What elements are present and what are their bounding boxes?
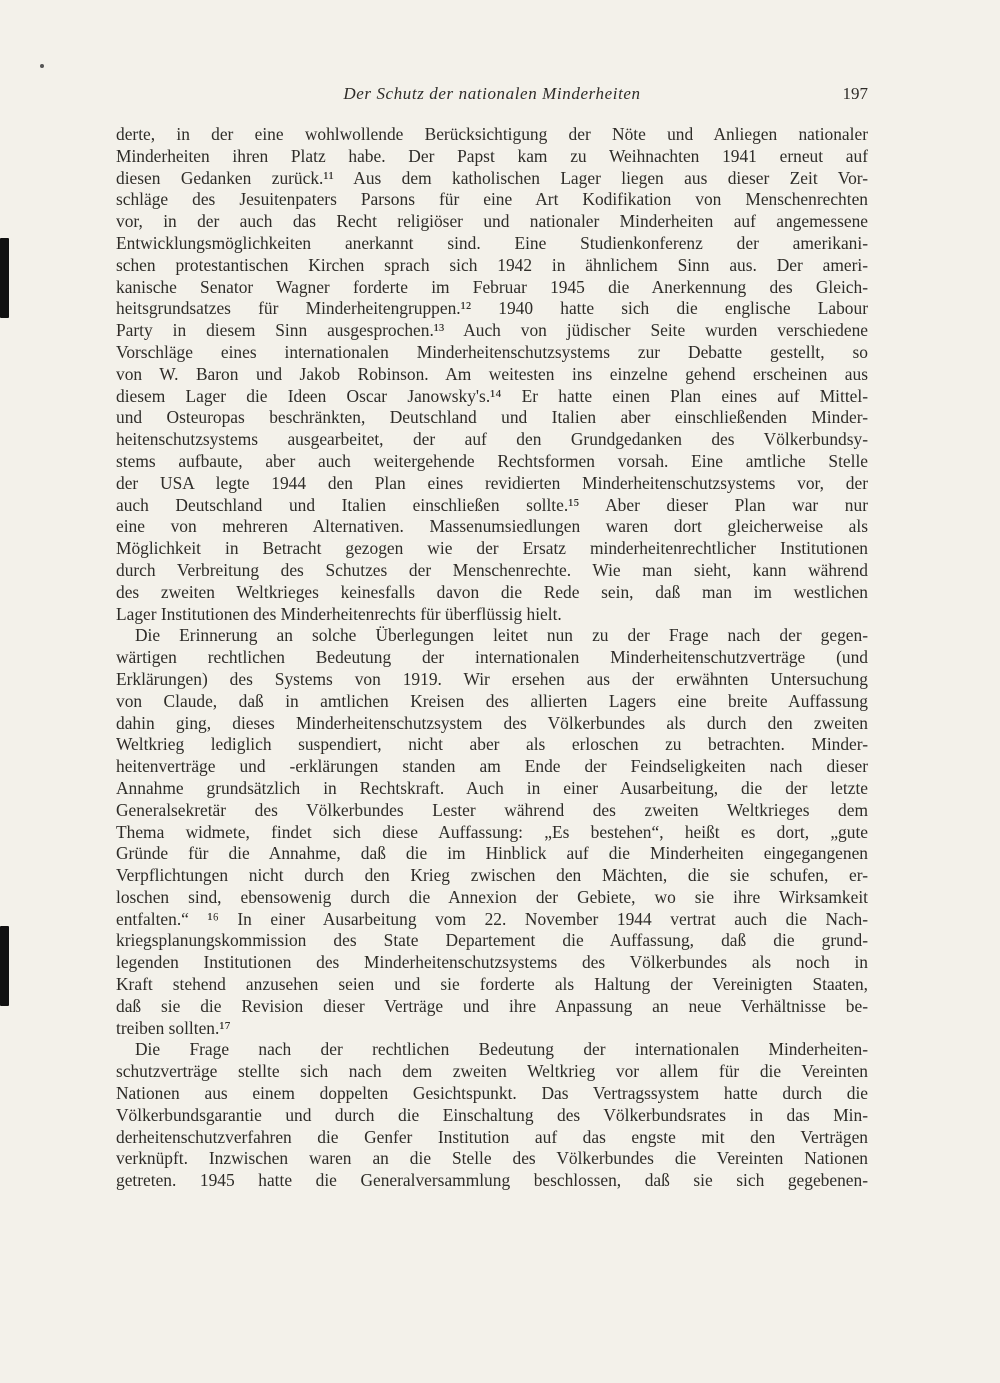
text-line: derheitenschutzverfahren die Genfer Institution auf das engste mit den Verträgen (116, 1126, 868, 1147)
text-line: Thema widmete, findet sich diese Auffassung: „Es bestehen“, heißt es dort, „gute (116, 821, 868, 842)
page-number: 197 (842, 84, 868, 103)
text-line: eine von mehreren Alternativen. Massenumsiedlungen waren dort gleicherweise als (116, 516, 868, 537)
text-line: treiben sollten.¹⁷ (116, 1017, 231, 1038)
text-line: Erklärungen) des Systems von 1919. Wir ersehen aus der erwähnten Untersuchung (116, 668, 868, 689)
text-line: von W. Baron und Jakob Robinson. Am weitesten ins einzelne gehend erscheinen aus (116, 363, 868, 384)
running-header (116, 84, 868, 108)
running-title: Der Schutz der nationalen Minderheiten (343, 84, 641, 103)
text-line: Kraft stehend anzusehen seien und sie forderte als Haltung der Vereinigten Staaten, (116, 974, 868, 995)
text-line: entfalten.“ ¹⁶ In einer Ausarbeitung vom 22. November 1944 vertrat auch die Nach- (116, 908, 868, 929)
text-line: Lager Institutionen des Minderheitenrechts für überflüssig hielt. (116, 603, 562, 624)
text-line: loschen sind, ebensowenig durch die Annexion der Gebiete, wo sie ihre Wirksamkeit (116, 886, 868, 907)
text-line: stems aufbaute, aber auch weitergehende Rechtsformen vorsah. Eine amtliche Stelle (116, 450, 868, 471)
text-line: auch Deutschland und Italien einschließen sollte.¹⁵ Aber dieser Plan war nur (116, 494, 868, 515)
text-line: Minderheiten ihren Platz habe. Der Papst kam zu Weihnachten 1941 erneut auf (116, 145, 868, 166)
text-line: derte, in der eine wohlwollende Berücksichtigung der Nöte und Anliegen nationaler (116, 124, 868, 144)
text-line: Entwicklungsmöglichkeiten anerkannt sind. Eine Studienkonferenz der amerikani- (116, 232, 868, 253)
text-line: heitsgrundsatzes für Minderheitengruppen.¹² 1940 hatte sich die englische Labour (116, 298, 868, 319)
scan-margin-mark (0, 926, 9, 1006)
text-line: dahin ging, dieses Minderheitenschutzsystem des Völkerbundes als durch den zweiten (116, 712, 868, 733)
text-line: schutzverträge stellte sich nach dem zweiten Weltkrieg vor allem für die Vereinten (116, 1061, 868, 1082)
text-line: verknüpft. Inzwischen waren an die Stelle des Völkerbundes die Vereinten Nationen (116, 1148, 868, 1169)
text-line: Annahme grundsätzlich in Rechtskraft. Auch in einer Ausarbeitung, die der letzte (116, 777, 868, 798)
text-line: durch Verbreitung des Schutzes der Menschenrechte. Wie man sieht, kann während (116, 559, 868, 580)
text-line: diesen Gedanken zurück.¹¹ Aus dem katholischen Lager liegen aus dieser Zeit Vor- (116, 167, 868, 188)
text-line: Weltkrieg lediglich suspendiert, nicht aber als erloschen zu betrachten. Minder- (116, 734, 868, 755)
text-line: vor, in der auch das Recht religiöser und nationaler Minderheiten auf angemessene (116, 211, 868, 232)
text-line: legenden Institutionen des Minderheitenschutzsystems des Völkerbundes als noch in (116, 952, 868, 973)
text-line: kanische Senator Wagner forderte im Februar 1945 die Anerkennung des Gleich- (116, 276, 868, 297)
scan-speck (40, 64, 44, 68)
text-line: heitenschutzsystems ausgearbeitet, der auf den Grundgedanken des Völkerbundsy- (116, 429, 868, 450)
text-line: heitenverträge und -erklärungen standen am Ende der Feindseligkeiten nach dieser (116, 756, 868, 777)
text-line: daß sie die Revision dieser Verträge und ihre Anpassung an neue Verhältnisse be- (116, 995, 868, 1016)
text-line: Die Erinnerung an solche Überlegungen leitet nun zu der Frage nach der gegen- (135, 625, 868, 646)
text-line: schläge des Jesuitenpaters Parsons für eine Art Kodifikation von Menschenrechten (116, 189, 868, 210)
text-line: Verpflichtungen nicht durch den Krieg zwischen den Mächten, die sie schufen, er- (116, 865, 868, 886)
text-line: Gründe für die Annahme, daß die im Hinblick auf die Minderheiten eingegangenen (116, 843, 868, 864)
text-line: des zweiten Weltkrieges keinesfalls davon die Rede sein, daß man im westlichen (116, 581, 868, 602)
text-line: der USA legte 1944 den Plan eines revidierten Minderheitenschutzsystems vor, der (116, 472, 868, 493)
text-line: Party in diesem Sinn ausgesprochen.¹³ Auch von jüdischer Seite wurden verschiedene (116, 320, 868, 341)
text-line: getreten. 1945 hatte die Generalversammlung beschlossen, daß sie sich gegebenen- (116, 1170, 868, 1191)
text-line: Die Frage nach der rechtlichen Bedeutung der internationalen Minderheiten- (135, 1039, 868, 1060)
text-line: Generalsekretär des Völkerbundes Lester während des zweiten Weltkrieges dem (116, 799, 868, 820)
text-line: wärtigen rechtlichen Bedeutung der internationalen Minderheitenschutzverträge (und (116, 647, 868, 668)
text-line: Nationen aus einem doppelten Gesichtspunkt. Das Vertragssystem hatte durch die (116, 1083, 868, 1104)
body-text (116, 124, 868, 1192)
text-line: von Claude, daß in amtlichen Kreisen des allierten Lagers eine breite Auffassung (116, 690, 868, 711)
text-line: Möglichkeit in Betracht gezogen wie der Ersatz minderheitenrechtlicher Institutionen (116, 538, 868, 559)
text-line: schen protestantischen Kirchen sprach sich 1942 in ähnlichem Sinn aus. Der ameri- (116, 254, 868, 275)
text-line: diesem Lager die Ideen Oscar Janowsky's.¹⁴ Er hatte einen Plan eines auf Mittel- (116, 385, 868, 406)
scan-margin-mark (0, 238, 9, 318)
text-line: Völkerbundsgarantie und durch die Einschaltung des Völkerbundsrates in das Min- (116, 1104, 868, 1125)
text-line: Vorschläge eines internationalen Minderheitenschutzsystems zur Debatte gestellt, so (116, 341, 868, 362)
text-line: kriegsplanungskommission des State Departement die Auffassung, daß die grund- (116, 930, 868, 951)
text-line: und Osteuropas beschränkten, Deutschland und Italien aber einschließenden Minder- (116, 407, 868, 428)
